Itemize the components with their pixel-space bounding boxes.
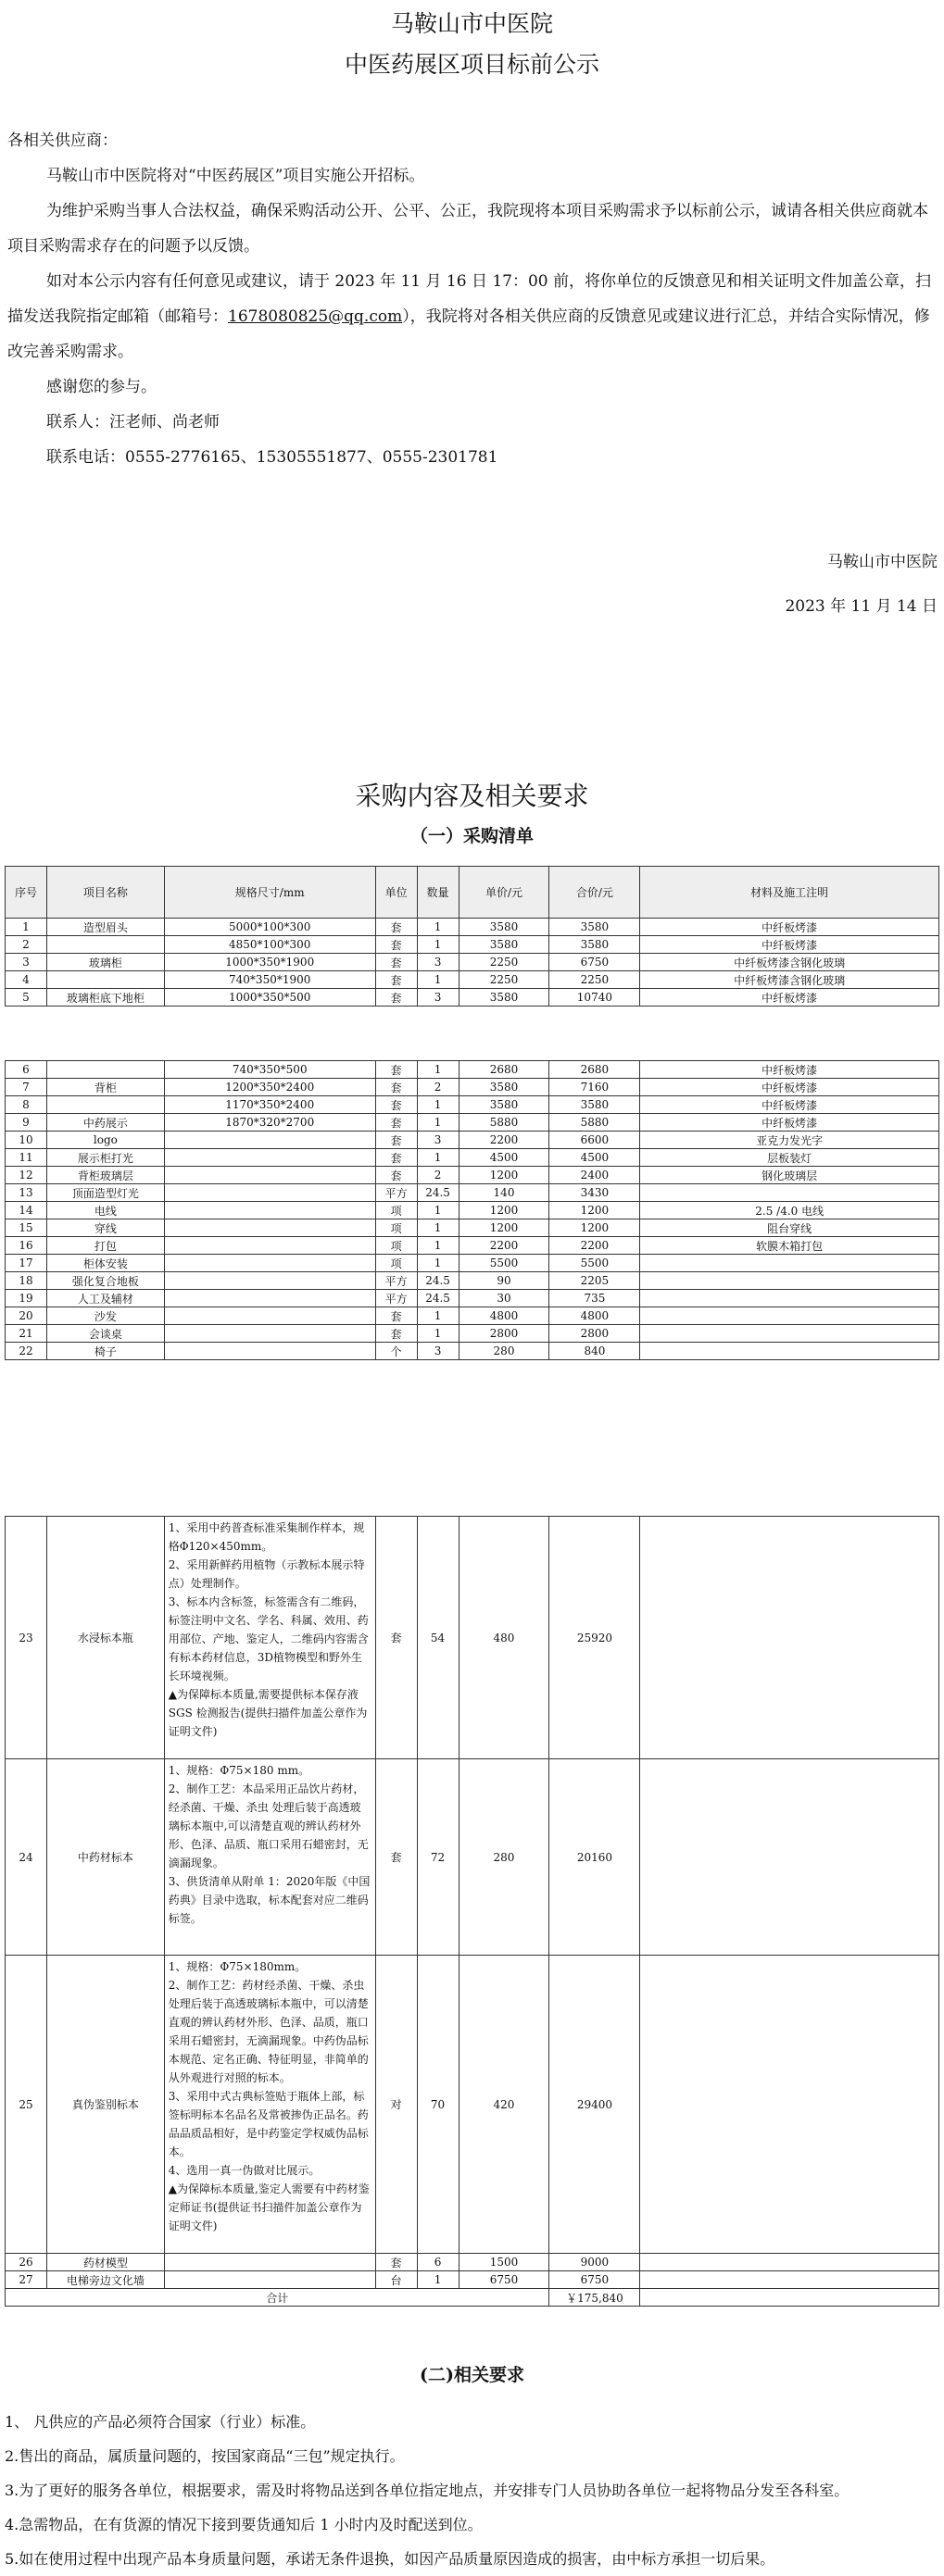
- cell-name: [46, 936, 164, 954]
- cell-qty: 72: [417, 1759, 459, 1956]
- requirements-list: [5, 2405, 939, 2576]
- cell-name: 玻璃柜底下地柜: [46, 989, 164, 1007]
- cell-name: 背柜: [46, 1079, 164, 1096]
- cell-qty: 24.5: [417, 1272, 459, 1290]
- cell-price: 2250: [459, 971, 549, 989]
- cell-note: 2.5 /4.0 电线: [640, 1202, 939, 1219]
- cell-qty: 1: [417, 1061, 459, 1079]
- cell-qty: 1: [417, 936, 459, 954]
- cell-name: [46, 1096, 164, 1114]
- cell-name: 真伪鉴别标本: [46, 1956, 164, 2254]
- cell-note: [640, 1325, 939, 1343]
- cell-total: 5500: [549, 1255, 640, 1272]
- cell-total: 4500: [549, 1149, 640, 1167]
- cell-qty: 1: [417, 1255, 459, 1272]
- cell-name: 打包: [46, 1237, 164, 1255]
- cell-note: 软膜木箱打包: [640, 1237, 939, 1255]
- table-row: [6, 1956, 939, 2254]
- cell-total: 1200: [549, 1202, 640, 1219]
- cell-note: [640, 2271, 939, 2289]
- cell-unit: 套: [375, 1114, 417, 1132]
- cell-spec: 1000*350*500: [164, 989, 375, 1007]
- cell-total: 2250: [549, 971, 640, 989]
- cell-no: 6: [6, 1061, 47, 1079]
- contact-line: 联系人：汪老师、尚老师: [46, 413, 220, 431]
- salutation: 各相关供应商：: [7, 131, 118, 150]
- requirement-item: 3.为了更好的服务各单位，根据要求，需及时将物品送到各单位指定地点，并安排专门人员协助各单位一起将物品分发至各科室。: [5, 2482, 850, 2499]
- requirement-item: 5.如在使用过程中出现产品本身质量问题，承诺无条件退换，如因产品质量原因造成的损害，由中标方承担一切后果。: [5, 2550, 775, 2568]
- cell-no: 17: [6, 1255, 47, 1272]
- phone-line: 联系电话：0555-2776165、15305551877、0555-2301781: [46, 448, 498, 467]
- cell-unit: 套: [375, 1517, 417, 1759]
- cell-price: 4800: [459, 1307, 549, 1325]
- cell-no: 3: [6, 954, 47, 971]
- table-row: [6, 1149, 939, 1167]
- cell-no: 20: [6, 1307, 47, 1325]
- cell-unit: 平方: [375, 1290, 417, 1307]
- cell-no: 26: [6, 2254, 47, 2271]
- cell-qty: 1: [417, 1096, 459, 1114]
- cell-name: 展示柜打光: [46, 1149, 164, 1167]
- cell-price: 6750: [459, 2271, 549, 2289]
- cell-unit: 套: [375, 1061, 417, 1079]
- cell-price: 3580: [459, 989, 549, 1007]
- cell-note: [640, 1290, 939, 1307]
- header-cell: 序号: [6, 867, 47, 919]
- requirement-item: 2.售出的商品，属质量问题的，按国家商品“三包”规定执行。: [5, 2447, 405, 2465]
- cell-name: 人工及辅材: [46, 1290, 164, 1307]
- table-row: [6, 1096, 939, 1114]
- cell-price: 2200: [459, 1132, 549, 1149]
- cell-note: 中纤板烤漆: [640, 1114, 939, 1132]
- cell-qty: 70: [417, 1956, 459, 2254]
- cell-price: 1200: [459, 1167, 549, 1184]
- cell-unit: 项: [375, 1219, 417, 1237]
- table-row: [6, 1132, 939, 1149]
- table-row: [6, 2254, 939, 2271]
- cell-spec: [164, 1325, 375, 1343]
- cell-spec: [164, 1343, 375, 1360]
- cell-price: 2250: [459, 954, 549, 971]
- cell-note: [640, 1759, 939, 1956]
- cell-total: 4800: [549, 1307, 640, 1325]
- cell-qty: 1: [417, 1219, 459, 1237]
- cell-name: 药材模型: [46, 2254, 164, 2271]
- table-row: [6, 989, 939, 1007]
- cell-total: 9000: [549, 2254, 640, 2271]
- cell-qty: 1: [417, 919, 459, 936]
- total-note: [640, 2289, 939, 2307]
- cell-name: 电梯旁边文化墙: [46, 2271, 164, 2289]
- table-row: [6, 971, 939, 989]
- cell-total: 2200: [549, 1237, 640, 1255]
- cell-price: 3580: [459, 1079, 549, 1096]
- cell-note: 中纤板烤漆: [640, 919, 939, 936]
- cell-name: 穿线: [46, 1219, 164, 1237]
- cell-name: logo: [46, 1132, 164, 1149]
- cell-price: 1200: [459, 1219, 549, 1237]
- cell-total: 2800: [549, 1325, 640, 1343]
- cell-spec: 5000*100*300: [164, 919, 375, 936]
- cell-price: 2680: [459, 1061, 549, 1079]
- requirements-title: (二)相关要求: [420, 2365, 524, 2385]
- cell-qty: 1: [417, 1325, 459, 1343]
- notice-body: [7, 123, 934, 475]
- cell-no: 19: [6, 1290, 47, 1307]
- cell-spec: [164, 1290, 375, 1307]
- cell-note: [640, 1307, 939, 1325]
- table-row: [6, 1079, 939, 1096]
- table-row: [6, 954, 939, 971]
- header-cell: 规格尺寸/mm: [164, 867, 375, 919]
- cell-unit: 对: [375, 1956, 417, 2254]
- cell-no: 15: [6, 1219, 47, 1237]
- cell-no: 22: [6, 1343, 47, 1360]
- cell-name: 玻璃柜: [46, 954, 164, 971]
- cell-note: 中纤板烤漆含钢化玻璃: [640, 971, 939, 989]
- cell-total: 3580: [549, 1096, 640, 1114]
- total-value: ￥175,840: [549, 2289, 640, 2307]
- cell-price: 90: [459, 1272, 549, 1290]
- cell-note: [640, 2254, 939, 2271]
- table-row: [6, 1184, 939, 1202]
- table-row: [6, 936, 939, 954]
- notice-para3-before: 如对本公示内容有任何意见或建议，请于 2023 年 11 月 16 日 17：00 前，将你单位的反馈意见和相关证明文件加盖公章，扫描发送我院指定邮箱（邮箱号：: [7, 272, 932, 326]
- cell-total: 25920: [549, 1517, 640, 1759]
- cell-price: 480: [459, 1517, 549, 1759]
- table-row: [6, 919, 939, 936]
- cell-unit: 平方: [375, 1184, 417, 1202]
- table-row: [6, 1272, 939, 1290]
- cell-qty: 3: [417, 989, 459, 1007]
- table-row: [6, 1114, 939, 1132]
- cell-no: 8: [6, 1096, 47, 1114]
- cell-qty: 1: [417, 1149, 459, 1167]
- cell-qty: 1: [417, 1237, 459, 1255]
- cell-total: 1200: [549, 1219, 640, 1237]
- cell-price: 5880: [459, 1114, 549, 1132]
- cell-price: 280: [459, 1343, 549, 1360]
- cell-unit: 套: [375, 1132, 417, 1149]
- cell-price: 3580: [459, 919, 549, 936]
- cell-unit: 套: [375, 1096, 417, 1114]
- cell-unit: 套: [375, 1167, 417, 1184]
- cell-price: 140: [459, 1184, 549, 1202]
- cell-note: [640, 1255, 939, 1272]
- cell-name: 水浸标本瓶: [46, 1517, 164, 1759]
- cell-no: 18: [6, 1272, 47, 1290]
- cell-name: 强化复合地板: [46, 1272, 164, 1290]
- cell-note: 中纤板烤漆: [640, 936, 939, 954]
- cell-spec: [164, 2271, 375, 2289]
- cell-no: 24: [6, 1759, 47, 1956]
- header-cell: 材料及施工注明: [640, 867, 939, 919]
- cell-spec: 1200*350*2400: [164, 1079, 375, 1096]
- cell-name: [46, 1061, 164, 1079]
- cell-price: 3580: [459, 936, 549, 954]
- cell-unit: 平方: [375, 1272, 417, 1290]
- cell-name: [46, 971, 164, 989]
- cell-total: 6750: [549, 954, 640, 971]
- cell-name: 顶面造型灯光: [46, 1184, 164, 1202]
- cell-qty: 24.5: [417, 1184, 459, 1202]
- cell-price: 1500: [459, 2254, 549, 2271]
- table-row: [6, 1061, 939, 1079]
- cell-note: [640, 1343, 939, 1360]
- cell-qty: 3: [417, 1343, 459, 1360]
- table-row: [6, 1255, 939, 1272]
- cell-total: 735: [549, 1290, 640, 1307]
- cell-no: 12: [6, 1167, 47, 1184]
- cell-no: 4: [6, 971, 47, 989]
- header-cell: 单位: [375, 867, 417, 919]
- cell-qty: 3: [417, 954, 459, 971]
- cell-no: 7: [6, 1079, 47, 1096]
- cell-unit: 套: [375, 919, 417, 936]
- cell-spec: [164, 1307, 375, 1325]
- cell-qty: 1: [417, 971, 459, 989]
- cell-price: 420: [459, 1956, 549, 2254]
- cell-qty: 3: [417, 1132, 459, 1149]
- cell-name: 沙发: [46, 1307, 164, 1325]
- doc-title-line2: 中医药展区项目标前公示: [344, 51, 599, 78]
- cell-total: 5880: [549, 1114, 640, 1132]
- cell-total: 2205: [549, 1272, 640, 1290]
- procurement-list-title: （一）采购清单: [409, 826, 534, 846]
- cell-spec: [164, 2254, 375, 2271]
- table-row: [6, 2271, 939, 2289]
- requirement-item: 4.急需物品，在有货源的情况下接到要货通知后 1 小时内及时配送到位。: [5, 2516, 483, 2533]
- cell-spec: [164, 1184, 375, 1202]
- email-link[interactable]: 1678080825@qq.com: [228, 307, 403, 326]
- cell-note: 中纤板烤漆: [640, 1061, 939, 1079]
- cell-qty: 1: [417, 1307, 459, 1325]
- cell-note: 中纤板烤漆含钢化玻璃: [640, 954, 939, 971]
- cell-no: 2: [6, 936, 47, 954]
- cell-unit: 套: [375, 1759, 417, 1956]
- table-header-row: [6, 867, 939, 919]
- cell-note: 层板装灯: [640, 1149, 939, 1167]
- cell-no: 16: [6, 1237, 47, 1255]
- cell-unit: 套: [375, 1307, 417, 1325]
- cell-total: 3580: [549, 936, 640, 954]
- table-row: [6, 1517, 939, 1759]
- cell-unit: 项: [375, 1202, 417, 1219]
- notice-para2: 为维护采购当事人合法权益，确保采购活动公开、公平、公正，我院现将本项目采购需求予以标前公示，诚请各相关供应商就本项目采购需求存在的问题予以反馈。: [7, 202, 928, 256]
- cell-note: [640, 1272, 939, 1290]
- cell-total: 29400: [549, 1956, 640, 2254]
- cell-note: [640, 1184, 939, 1202]
- cell-unit: 套: [375, 1325, 417, 1343]
- cell-unit: 项: [375, 1255, 417, 1272]
- header-cell: 项目名称: [46, 867, 164, 919]
- cell-price: 2800: [459, 1325, 549, 1343]
- cell-total: 7160: [549, 1079, 640, 1096]
- procurement-table-part1: [5, 866, 939, 1007]
- cell-qty: 24.5: [417, 1290, 459, 1307]
- cell-spec: [164, 1255, 375, 1272]
- cell-unit: 套: [375, 2254, 417, 2271]
- cell-name: 椅子: [46, 1343, 164, 1360]
- signer: 马鞍山市中医院: [827, 553, 938, 571]
- cell-spec: 740*350*1900: [164, 971, 375, 989]
- cell-spec: 1000*350*1900: [164, 954, 375, 971]
- cell-qty: 2: [417, 1079, 459, 1096]
- cell-no: 1: [6, 919, 47, 936]
- cell-no: 25: [6, 1956, 47, 2254]
- cell-name: 中药材标本: [46, 1759, 164, 1956]
- cell-name: 背柜玻璃层: [46, 1167, 164, 1184]
- cell-price: 4500: [459, 1149, 549, 1167]
- cell-qty: 6: [417, 2254, 459, 2271]
- cell-qty: 1: [417, 1202, 459, 1219]
- cell-total: 3430: [549, 1184, 640, 1202]
- cell-note: [640, 1517, 939, 1759]
- cell-no: 5: [6, 989, 47, 1007]
- cell-note: 中纤板烤漆: [640, 989, 939, 1007]
- cell-name: 柜体安装: [46, 1255, 164, 1272]
- cell-total: 2400: [549, 1167, 640, 1184]
- cell-spec: 1、规格：Φ75×180mm。 2、制作工艺：药材经杀菌、干燥、杀虫处理后装于高透玻璃标本瓶中，可以清楚直观的辨认药材外形、色泽、品质，瓶口采用石蜡密封，无滴漏现象。中药伪品标本规范、定名正确、特征明显，非简单的从外观进行对照的标本。 3、采用中式古典标签贴于瓶体上部，标签标明标本名品名及常被掺伪正品名。药品品质品相好，是中药鉴定学权威伪品标本。 4、选用一真一伪做对比展示。 ▲为保障标本质量,鉴定人需要有中药材鉴定师证书(提供证书扫描件加盖公章作为证明文件): [164, 1956, 375, 2254]
- header-cell: 合价/元: [549, 867, 640, 919]
- cell-total: 10740: [549, 989, 640, 1007]
- cell-spec: 1、规格：Φ75×180 mm。 2、制作工艺：本品采用正品饮片药材，经杀菌、干燥、杀虫 处理后装于高透玻璃标本瓶中,可以清楚直观的辨认药材外形、色泽、品质、瓶口采用石蜡密封，无滴漏现象。 3、供货清单从附单 1：2020年版《中国药典》目录中选取，标本配套对应二维码标签。: [164, 1759, 375, 1956]
- cell-note: 钢化玻璃层: [640, 1167, 939, 1184]
- cell-spec: [164, 1219, 375, 1237]
- cell-note: 中纤板烤漆: [640, 1096, 939, 1114]
- notice-para3-after: ），我院将对各相关供应商的反馈意见或建议进行汇总，并结合实际情况，修改完善采购需求。: [7, 307, 930, 361]
- section-title: 采购内容及相关要求: [355, 781, 589, 811]
- cell-unit: 台: [375, 2271, 417, 2289]
- table-row: [6, 1167, 939, 1184]
- cell-no: 9: [6, 1114, 47, 1132]
- cell-spec: [164, 1149, 375, 1167]
- header-cell: 单价/元: [459, 867, 549, 919]
- cell-unit: 套: [375, 954, 417, 971]
- notice-para3: [7, 264, 934, 369]
- procurement-table-part3: [5, 1516, 939, 2307]
- thanks-line: 感谢您的参与。: [46, 378, 157, 396]
- table-row: [6, 1307, 939, 1325]
- cell-spec: [164, 1167, 375, 1184]
- cell-no: 11: [6, 1149, 47, 1167]
- cell-unit: 套: [375, 936, 417, 954]
- table-row: [6, 1343, 939, 1360]
- cell-no: 14: [6, 1202, 47, 1219]
- requirement-item: 1、 凡供应的产品必须符合国家（行业）标准。: [5, 2413, 316, 2431]
- cell-note: 中纤板烤漆: [640, 1079, 939, 1096]
- cell-total: 20160: [549, 1759, 640, 1956]
- cell-name: 造型眉头: [46, 919, 164, 936]
- cell-spec: 1170*350*2400: [164, 1096, 375, 1114]
- cell-unit: 个: [375, 1343, 417, 1360]
- cell-price: 1200: [459, 1202, 549, 1219]
- cell-spec: 4850*100*300: [164, 936, 375, 954]
- total-row: [6, 2289, 939, 2307]
- cell-name: 电线: [46, 1202, 164, 1219]
- cell-spec: [164, 1132, 375, 1149]
- cell-no: 21: [6, 1325, 47, 1343]
- cell-qty: 54: [417, 1517, 459, 1759]
- cell-price: 3580: [459, 1096, 549, 1114]
- cell-spec: 1870*320*2700: [164, 1114, 375, 1132]
- table-row: [6, 1290, 939, 1307]
- cell-total: 2680: [549, 1061, 640, 1079]
- cell-spec: [164, 1272, 375, 1290]
- cell-total: 6750: [549, 2271, 640, 2289]
- table-row: [6, 1237, 939, 1255]
- cell-no: 13: [6, 1184, 47, 1202]
- cell-price: 5500: [459, 1255, 549, 1272]
- cell-note: [640, 1956, 939, 2254]
- cell-unit: 套: [375, 989, 417, 1007]
- cell-spec: [164, 1237, 375, 1255]
- cell-spec: [164, 1202, 375, 1219]
- cell-name: 会谈桌: [46, 1325, 164, 1343]
- table-row: [6, 1202, 939, 1219]
- cell-no: 27: [6, 2271, 47, 2289]
- cell-unit: 项: [375, 1237, 417, 1255]
- cell-qty: 2: [417, 1167, 459, 1184]
- cell-price: 280: [459, 1759, 549, 1956]
- table-row: [6, 1759, 939, 1956]
- cell-note: 亚克力发光字: [640, 1132, 939, 1149]
- doc-title-line1: 马鞍山市中医院: [390, 10, 553, 37]
- cell-total: 6600: [549, 1132, 640, 1149]
- cell-unit: 套: [375, 1149, 417, 1167]
- cell-total: 3580: [549, 919, 640, 936]
- header-cell: 数量: [417, 867, 459, 919]
- table-row: [6, 1325, 939, 1343]
- cell-qty: 1: [417, 1114, 459, 1132]
- cell-price: 30: [459, 1290, 549, 1307]
- cell-unit: 套: [375, 1079, 417, 1096]
- total-label: 合计: [6, 2289, 549, 2307]
- table-row: [6, 1219, 939, 1237]
- cell-price: 2200: [459, 1237, 549, 1255]
- cell-total: 840: [549, 1343, 640, 1360]
- cell-no: 23: [6, 1517, 47, 1759]
- cell-spec: 1、采用中药普查标准采集制作样本，规格Φ120×450mm。 2、采用新鲜药用植物（示教标本展示特点）处理制作。 3、标本内含标签，标签需含有二维码，标签注明中文名、学名、科属、效用、药用部位、产地、鉴定人，二维码内容需含有标本药材信息，3D植物模型和野外生长环境视频。 ▲为保障标本质量,需要提供标本保存液 SGS 检测报告(提供扫描件加盖公章作为证明文件): [164, 1517, 375, 1759]
- cell-spec: 740*350*500: [164, 1061, 375, 1079]
- sign-date: 2023 年 11 月 14 日: [785, 597, 938, 616]
- cell-unit: 套: [375, 971, 417, 989]
- cell-note: 阻台穿线: [640, 1219, 939, 1237]
- notice-para1: 马鞍山市中医院将对“中医药展区”项目实施公开招标。: [46, 167, 425, 185]
- cell-name: 中药展示: [46, 1114, 164, 1132]
- cell-no: 10: [6, 1132, 47, 1149]
- cell-qty: 1: [417, 2271, 459, 2289]
- procurement-table-part2: [5, 1060, 939, 1360]
